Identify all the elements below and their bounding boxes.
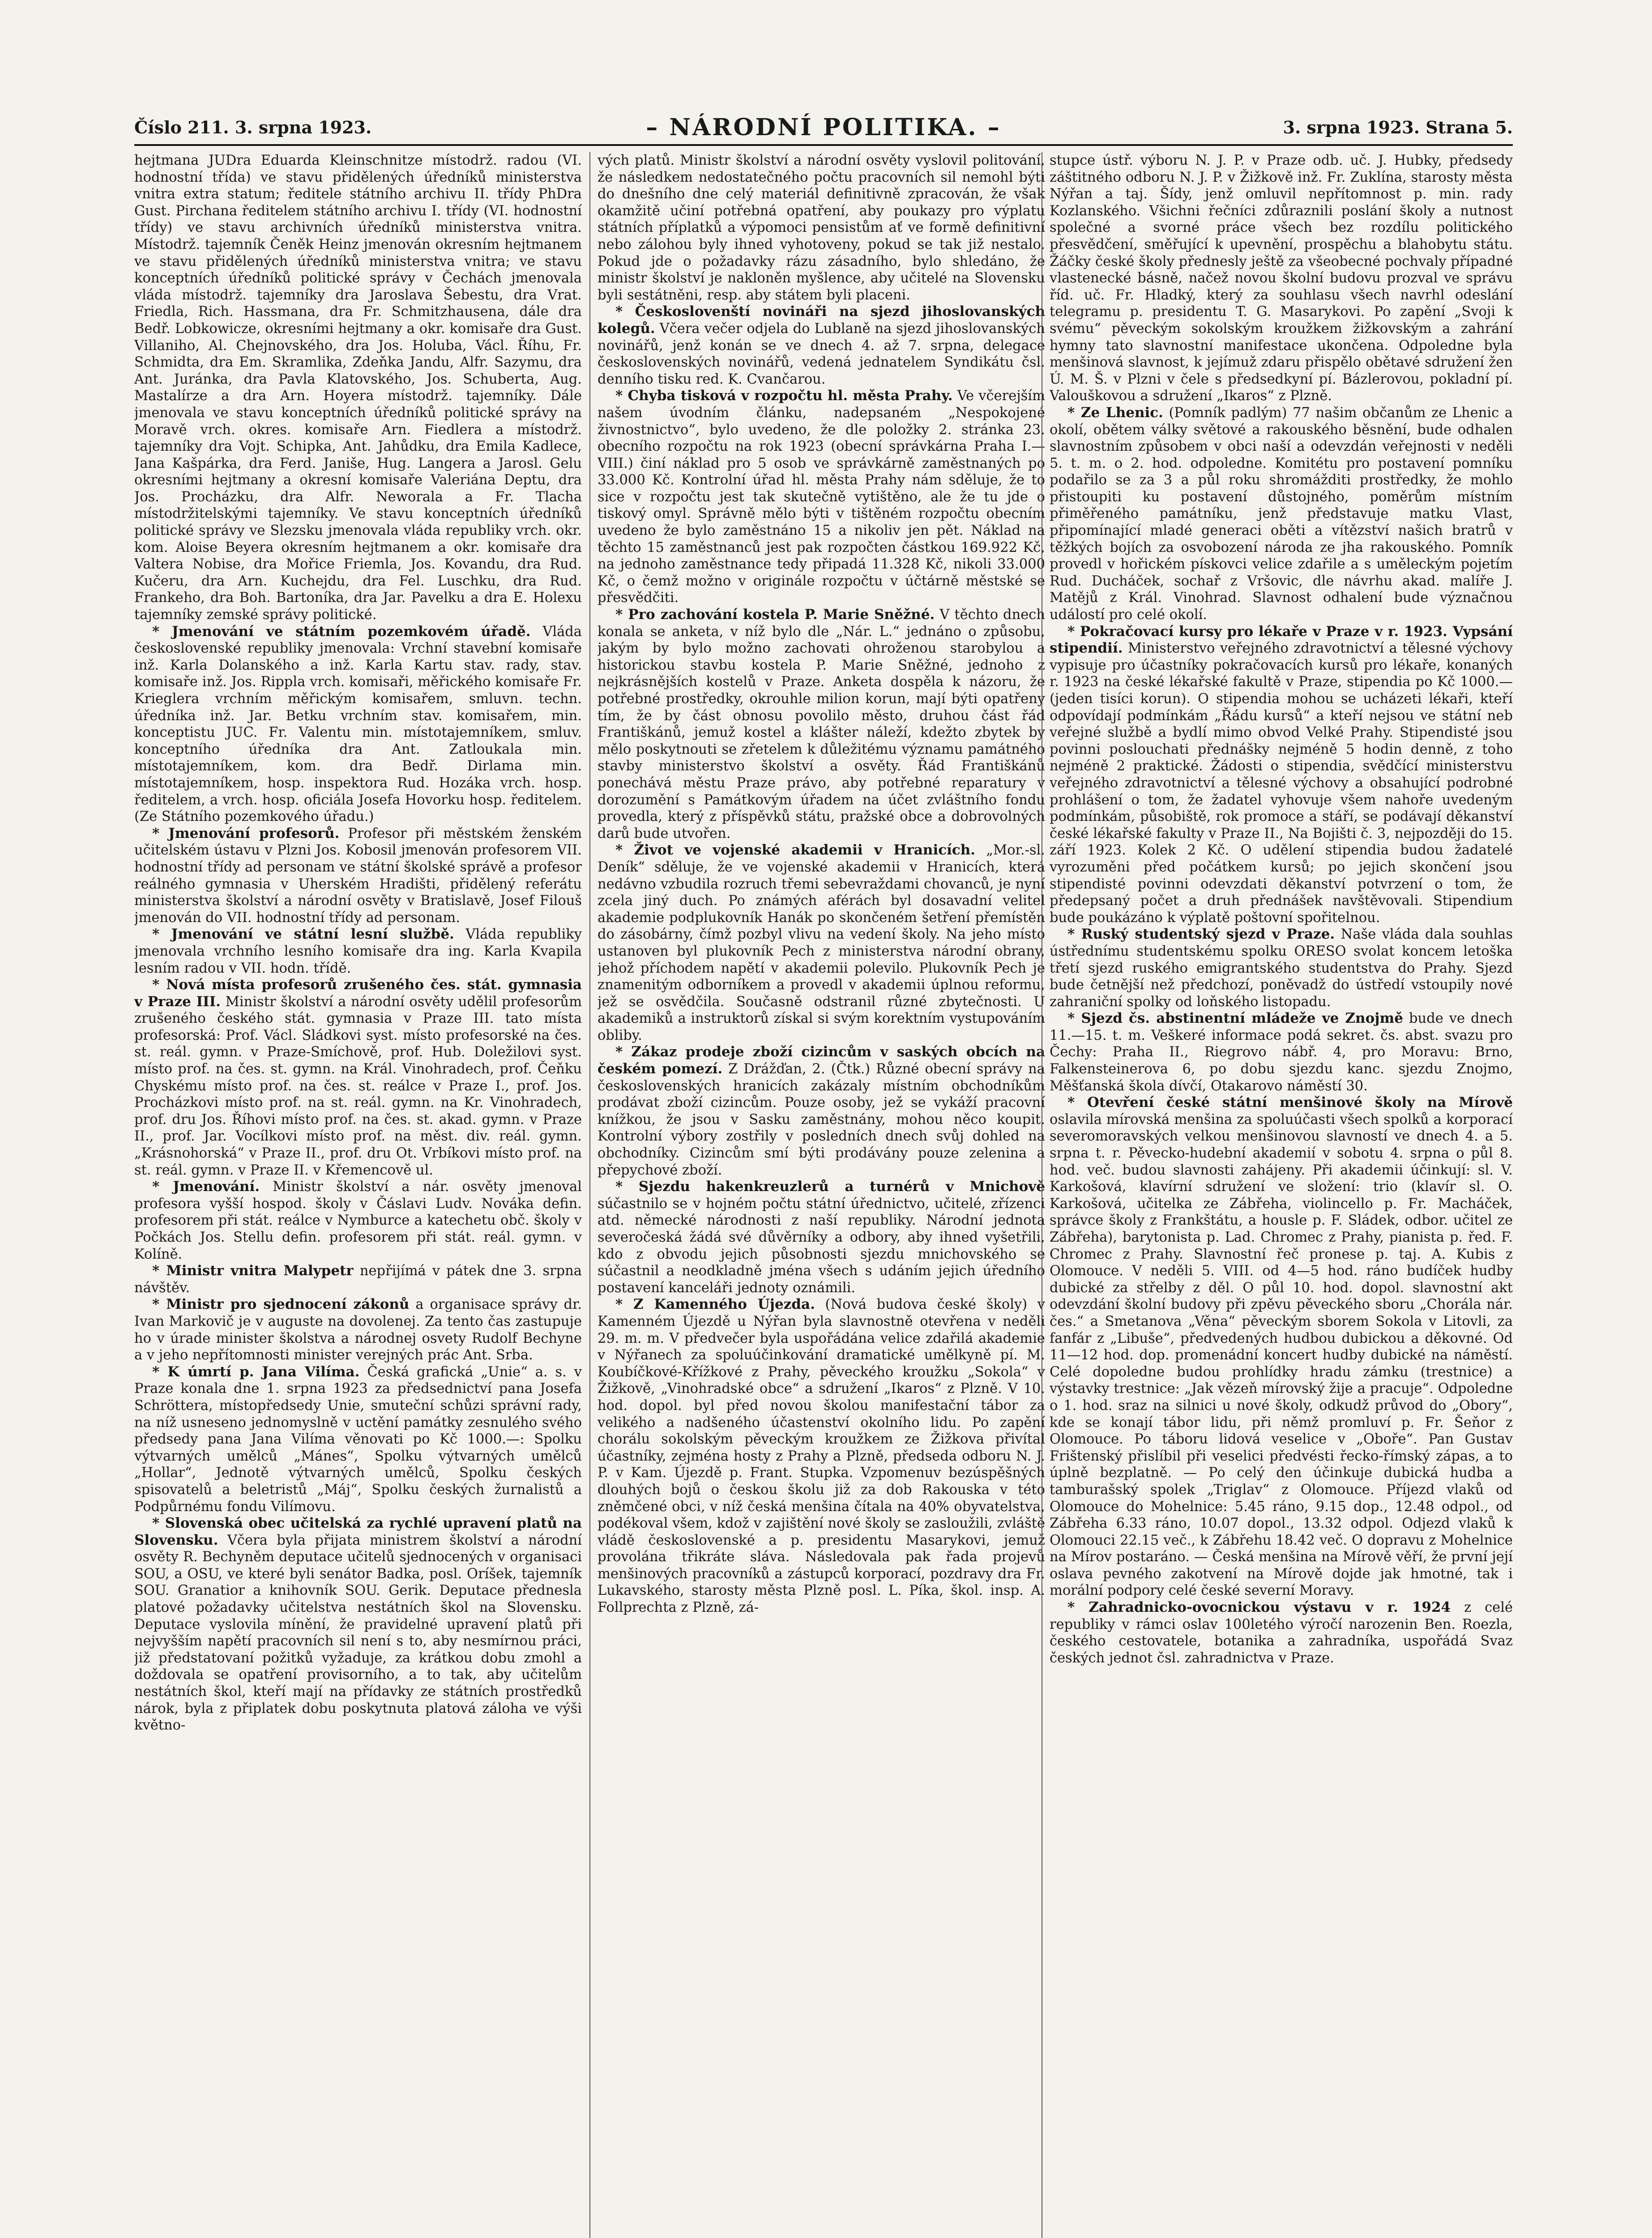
article-headline: * Život ve vojenské akademii v Hranicích.	[615, 842, 976, 858]
article-body: (Nová budova české školy) v Kamenném Újezdě u Nýřan byla slavnostně otevřena v neděli 29. m. m. V předvečer byla uspořádána velice zdařilá akademie v Nýřanech za spoluúčinkování dramatické umělkyně pí. M. Koubíčkové-Křížkové z Prahy, pěveckého kroužku „Sokola“ v Žižkově, „Vinohradské obce“ a sdružení „Ikaros“ z Plzně. V 10. hod. dopol. byl před novou školou manifestační tábor za velikého a nadšeného účastenství okolního lidu. Po zapění chorálu sokolským pěveckým kroužkem ze Žižkova přivítal účastníky, zejména hosty z Prahy a Plzně, předseda odboru N. J. P. v Kam. Újezdě p. Frant. Stupka. Vzpomenuv bezúspěšných dlouhých bojů o českou školu již za dob Rakouska v této zněmčené obci, v níž česká menšina čítala na 40% obyvatelstva, podékoval všem, kdož v zajištění nové školy se zasloužili, zvláště vládě československé a p. presidentu Masarykovi, jemuž provolána třikráte sláva. Následovala pak řada projevů menšinových pracovníků a zástupců korporací, pozdravy dra Fr. Lukavského, starosty města Plzně posl. L. Píka, škol. insp. A. Follprechta z Plzně, zá-	[598, 1297, 1045, 1616]
article-paragraph	[1050, 152, 1513, 405]
column-1	[134, 152, 582, 2238]
article-headline: * Slovenská obec učitelská za rychlé upravení platů na Slovensku.	[134, 1515, 582, 1548]
article-paragraph	[134, 1296, 582, 1363]
article-headline: * Českoslovenští novináři na sjezd jihoslovanských kolegů.	[598, 303, 1045, 337]
article-headline: * Zahradnicko-ovocnickou výstavu v r. 1924	[1067, 1599, 1451, 1616]
article-headline: * Pro zachování kostela P. Marie Sněžné.	[615, 606, 935, 623]
article-body: a organisace správy dr. Ivan Markovič je v auguste na dovolenej. Za tento čas zastupuje ho v úrade minister školstva a národnej osvety Rudolf Bechyne a v jeho nepřítomnosti minister verejných prác Ant. Srba.	[134, 1297, 582, 1363]
issue-number: Číslo 211. 3. srpna 1923.	[134, 117, 372, 137]
article-body: oslavila mírovská menšina za spoluúčasti všech spolků a korporací severomoravských velkou menšinovou slavností ve dnech 4. a 5. srpna t. r. Pěvecko-hudební akademií v sobotu 4. srpna o půl 8. hod. več. budou slavnosti zahájeny. Při akademii účinkují: sl. V. Karkošová, klavírní sdružení ve složení: trio (klavír sl. O. Karkošová, učitelka ze Zábřeha, violincello p. Fr. Macháček, správce školy z Frankštátu, a housle p. F. Sládek, odbor. učitel ze Zábřeha), barytonista p. Lad. Chromec z Prahy, pianista p. řed. F. Chromec z Prahy. Slavnostní řeč pronese p. taj. A. Kubis z Olomouce. V neděli 5. VIII. od 4—5 hod. ráno budíček hudby dubické za střelby z děl. O půl 10. hod. dopol. slavnostní akt odevzdání školní budovy při zpěvu pěveckého sboru „Chorála nár. čes.“ a Smetanova „Věna“ pěveckým sborem Sokola v Litovli, za fanfár z „Libuše“, předvedených hudbou dubickou a děkovné. Od 11—12 hod. dop. promenádní koncert hudby dubické na náměstí. Celé dopoledne budou prohlídky hradu zámku (trestnice) a výstavky trestnice: „Jak vězeň mírovský žije a pracuje“. Odpoledne o 1. hod. sraz na silnici u nové školy, odkudž průvod do „Obory“, kde se konají tábor lidu, při němž promluví p. Fr. Šeňor z Olomouce. Po táboru lidová veselice v „Oboře“. Pan Gustav Frištenský přislíbil při veselici předvésti řecko-římský zápas, a to úplně bezplatně. — Po celý den účinkuje dubická hudba a tamburašský spolek „Triglav“ z Olomouce. Příjezd vlaků od Olomouce do Mohelnice: 5.45 ráno, 9.15 dop., 12.48 odpol., od Zábřeha 6.33 ráno, 10.07 dopol., 13.32 odpol. Odjezd vlaků k Olomouci 22.15 več., k Zábřehu 18.42 več. O dopravu z Mohelnice na Mírov postaráno. — Česká menšina na Mírově věří, že první její oslava pevného zakotvení na Mírově dojde jak hmotné, tak i morální podpory celé české severní Moravy.	[1050, 1111, 1513, 1599]
article-paragraph	[1050, 1094, 1513, 1599]
article-paragraph	[134, 1364, 582, 1515]
article-body: Naše vláda dala souhlas ústřednímu studentskému spolku ORESO svolat koncem letoška třetí sjezd ruského emigrantského studentstva do Prahy. Sjezd bude četnější než předchozí, poněvadž do ústředí vstoupily nové zahraniční spolky od loňského listopadu.	[1050, 927, 1513, 1010]
article-paragraph	[134, 977, 582, 1179]
article-body: Vláda československé republiky jmenovala: Vrchní stavební komisaře inž. Karla Dolanského a inž. Karla Kartu stav. rady, stav. komisaře inž. Jos. Rippla vrch. komisaři, měřického komisaře Fr. Krieglera vrchním měřickým komisařem, smluvn. techn. úředníka inž. Jar. Betku vrchním stav. komisařem, min. konceptistu JUC. Fr. Valentu min. místotajemníkem, smluv. konceptního úředníka dra Ant. Zatloukala min. místotajemníkem, kom. dra Bedř. Dirlama min. místotajemníkem, hosp. inspektora Rud. Hozáka vrch. hosp. ředitelem, a vrch. hosp. oficiála Josefa Hovorku hosp. ředitelem. (Ze Státního pozemkového úřadu.)	[134, 624, 582, 825]
article-paragraph	[598, 303, 1045, 388]
article-body: Vláda republiky jmenovala vrchního lesního komisaře dra ing. Karla Kvapila lesním radou v VII. hodn. třídě.	[134, 927, 582, 976]
article-headline: * Jmenování ve státní lesní službě.	[152, 926, 454, 943]
article-body: Ministr školství a národní osvěty udělil profesorům zrušeného českého stát. gymnasia v Praze III. tato místa profesorská: Prof. Václ. Sládkovi syst. místo profesorské na čes. st. reál. gymn. v Praze-Smíchově, prof. Hub. Doležilovi syst. místo prof. na čes. st. gymn. na Král. Vinohradech, prof. Čeňku Chyskému místo prof. na čes. st. reálce v Praze I., prof. Jos. Procházkovi místo prof. na st. reál. gymn. na Kr. Vinohradech, prof. dru Jos. Říhovi místo prof. na čes. st. akad. gymn. v Praze II., prof. Jar. Vocílkovi místo prof. na měst. div. reál. gymn. „Krásnohorská“ v Praze II., prof. dru Ot. Vrbíkovi místo prof. na st. reál. gymn. v Praze II. v Křemencově ul.	[134, 994, 582, 1178]
article-headline: * K úmrtí p. Jana Vilíma.	[152, 1363, 360, 1380]
article-body: Ministr školství a nár. osvěty jmenoval profesora vyšší hospod. školy v Čáslavi Ludv. Nováka defin. profesorem při stát. reálce v Nymburce a katechetu obč. školy v Počkách Jos. Stellu defin. profesorem při stát. reál. gymn. v Kolíně.	[134, 1179, 582, 1262]
article-body: Ve včerejším našem úvodním článku, nadepsaném „Nespokojené živnostnictvo“, bylo uvedeno, že dle položky 2. stránka 23. obecního rozpočtu na rok 1923 (obecní správkárna Praha I.—VIII.) činí náklad pro 5 osob ve správkárně zaměstnaných po 33.000 Kč. Kontrolní úřad hl. města Prahy nám sděluje, že to sice v rozpočtu jest tak skutečně vytištěno, ale že tu jde o tiskový omyl. Správně mělo býti v tištěném rozpočtu obecním uvedeno že bylo zaměstnáno 15 a nikoliv jen pět. Náklad na těchto 15 zaměstnanců jest pak rozpočten částkou 169.922 Kč, na jednoho zaměstnance tedy připadá 11.328 Kč, nikoli 33.000 Kč, o čemž možno v originále rozpočtu v účtárně městské se přesvědčiti.	[598, 388, 1045, 606]
article-body: (Pomník padlým) 77 našim občanům ze Lhenic a okolí, obětem války světové a rakouského běsnění, bude odhalen slavnostním způsobem v obci naší a odevzdán veřejnosti v neděli 5. t. m. o 2. hod. odpoledne. Komitétu pro postavení pomníku podařilo se za 3 a půl roku shromážditi prostředky, že mohlo přistoupiti ku postavení důstojného, poměrům místním přiměřeného památníku, jenž představuje matku Vlast, připomínající mladé generaci oběti a vítězství našich bratrů v těžkých bojích za osvobození národa ze jha rakouského. Pomník provedl v hořickém pískovci velice zdařile a s uměleckým pojetím Rud. Ducháček, sochař z Vršovic, dle návrhu akad. malíře J. Matějů z Král. Vinohrad. Slavnost odhalení bude význačnou událostí pro celé okolí.	[1050, 405, 1513, 623]
article-paragraph	[1050, 926, 1513, 1010]
article-paragraph	[598, 1296, 1045, 1616]
article-paragraph	[134, 825, 582, 927]
article-paragraph	[1050, 405, 1513, 624]
article-paragraph	[134, 1179, 582, 1263]
article-body: z celé republiky v rámci oslav 100letého výročí narozenin Ben. Roezla, českého cestovatele, botanika a zahradníka, uspořádá Svaz českých jednot čsl. zahradnictva v Praze.	[1050, 1600, 1513, 1666]
article-headline: * Ministr pro sjednocení zákonů	[152, 1296, 410, 1313]
column-3	[1050, 152, 1513, 2238]
article-paragraph	[1050, 1599, 1513, 1666]
article-body: Z Drážďan, 2. (Čtk.) Různé obecní správy na československých hranicích zakázaly místním obchodníkům prodávat zboží cizincům. Pouze osoby, jež se vykáží pracovní knížkou, že jsou v Sasku zaměstnány, mohou něco koupit. Kontrolní výbory zostřily v posledních dnech svůj dohled na obchodníky. Cizincům smí býti prodávány pouze zelenina a přepychové zboží.	[598, 1061, 1045, 1178]
article-headline: * Ze Lhenic.	[1067, 404, 1163, 421]
article-paragraph	[134, 1515, 582, 1734]
article-paragraph	[1050, 1010, 1513, 1094]
article-headline: * Ministr vnitra Malypetr	[152, 1263, 354, 1279]
article-body: vých platů. Ministr školství a národní osvěty vyslovil politování, že následkem nedostatečného počtu pracovních sil nemohl býti do dnešního dne celý materiál definitivně zpracován, že však okamžitě učiní potřebná opatření, aby poukazy pro výplatu státních příplatků a výpomoci pensistům ať ve formě definitivní nebo zálohou byly ihned vyhotoveny, pokud se tak již nestalo. Pokud jde o požadavky rázu zásadního, bylo shledáno, že ministr školství je nakloněn myšlence, aby učitelé na Slovensku byli sestátněni, resp. aby státem byli placeni.	[598, 153, 1045, 303]
article-headline: * Sjezd čs. abstinentní mládeže ve Znojmě	[1067, 1010, 1404, 1027]
article-headline: * Nová místa profesorů zrušeného čes. stát. gymnasia v Praze III.	[134, 977, 582, 1010]
article-body: hejtmana JUDra Eduarda Kleinschnitze místodrž. radou (VI. hodnostní třída) ve stavu přidělených úředníků ministerstva vnitra extra statum; ředitele státního archivu II. třídy PhDra Gust. Pirchana ředitelem státního archivu I. třídy (VI. hodnostní třídy) ve stavu archivních úředníků ministerstva vnitra. Místodrž. tajemník Čeněk Heinz jmenován okresním hejtmanem ve stavu přidělených úředníků ministerstva vnitra; ve stavu konceptních úředníků politické správy v Čechách jmenovala vláda místodrž. tajemníky dra Jaroslava Šebestu, dra Vrat. Friedla, Rich. Hassmana, dra Fr. Schmitzhausena, dále dra Bedř. Lobkowicze, okresními hejtmany a okr. komisaře dra Gust. Villaniho, Al. Chejnovského, dra Jos. Holuba, Václ. Říhu, Fr. Schmidta, dra Em. Skramlika, Zdeňka Jandu, Alfr. Sazymu, dra Ant. Juránka, dra Pavla Klatovského, Jos. Schuberta, Aug. Mastalírze a dra Arn. Hoyera místodrž. tajemníky. Dále jmenovala ve stavu konceptních úředníků politické správy na Moravě vrch. okres. komisaře Arn. Fiedlera a místodrž. tajemníky dra Vojt. Schipka, Ant. Jahůdku, dra Emila Kadlece, Jana Kašpárka, dra Ferd. Janiše, Hug. Langera a Jarosl. Gelu okresními hejtmany a okresní komisaře Valeriána Deptu, dra Jos. Procházku, dra Alfr. Neworala a Fr. Tlacha místodržitelskými tajemníky. Ve stavu konceptních úředníků politické správy ve Slezsku jmenovala vláda republiky vrch. okr. kom. Aloise Beyera okresním hejtmanem a okr. komisaře dra Valtera Nobise, dra Mořice Friemla, Jos. Kovandu, dra Rud. Kučeru, dra Arn. Kuchejdu, dra Fel. Luschku, dra Rud. Frankeho, dra Boh. Bartoníka, dra Jar. Pavelku a dra E. Holexu tajemníky zemské správy politické.	[134, 153, 582, 623]
article-body: súčastnilo se v hojném počtu státní úřednictvo, učitelé, zřízenci atd. německé národnosti z naší republiky. Národní jednota severočeská žádá své důvěrníky a odbory, aby ihned vyšetřili, kdo z obvodu jejich působnosti sjezdu mnichovského se súčastnil a neodkladně jména všech s udáním jejich úředního postavení kanceláři jednoty oznámili.	[598, 1196, 1045, 1296]
article-paragraph	[598, 388, 1045, 606]
header-rule	[134, 144, 1513, 146]
article-paragraph	[598, 1179, 1045, 1296]
newspaper-title: – NÁRODNÍ POLITIKA. –	[646, 114, 1001, 141]
article-paragraph	[134, 624, 582, 825]
article-paragraph	[134, 926, 582, 977]
article-paragraph	[598, 606, 1045, 842]
article-body: V těchto dnech konala se anketa, v níž bylo dle „Nár. L.“ jednáno o způsobu, jakým by bylo možno zachovati ohroženou starobylou a historickou stavbu kostela P. Marie Sněžné, jednoho z nejkrásnějších kostelů v Praze. Anketa dospěla k názoru, že potřebné prostředky, okrouhle milion korun, mají býti opatřeny tím, že by část obnosu povolilo město, druhou část řád Františkánů, jemuž kostel a klášter náleží, kdežto zbytek by mělo poskytnouti se zřetelem k důležitému významu památného stavby ministerstvo školství a osvěty. Řád Františkánů ponechává městu Praze právo, aby potřebné reparatury v dorozumění s Památkovým úřadem na účet zvláštního fondu provedla, který z příspěvků státu, pražské obce a dobrovolných darů bude utvořen.	[598, 607, 1045, 841]
article-headline: * Jmenování.	[152, 1179, 260, 1195]
article-body: nepřijímá v pátek dne 3. srpna návštěv.	[134, 1263, 582, 1296]
article-headline: * Sjezdu hakenkreuzlerů a turnérů v Mnichově	[615, 1179, 1045, 1195]
article-body: Profesor při městském ženském učitelském ústavu v Plzni Jos. Kobosil jmenován profesorem VII. hodnostní třídy ad personam ve státní školské správě a profesor reálného gymnasia v Uherském Hradišti, přidělený referátu ministerstva školství a národní osvěty v Bratislavě, Josef Filouš jmenován do VII. hodnostní třídy ad personam.	[134, 825, 582, 926]
article-paragraph	[1050, 624, 1513, 927]
article-headline: * Zákaz prodeje zboží cizincům v saských obcích na českém pomezí.	[598, 1044, 1045, 1077]
article-headline: * Ruský studentský sjezd v Praze.	[1067, 926, 1335, 943]
article-body: Ministerstvo veřejného zdravotnictví a tělesné výchovy vypisuje pro účastníky pokračovacích kursů pro lékaře, konaných r. 1923 na české lékařské fakultě v Praze, stipendia po Kč 1000.— (jeden tisíci korun). O stipendia mohou se ucházeti lékaři, kteří odpovídají podmínkám „Řádu kursů“ a kteří nejsou ve státní neb veřejné službě a bydlí mimo obvod Velké Prahy. Stipendisté jsou povinni poslouchati přednášky nejméně 5 hodin denně, z toho nejméně 2 praktické. Žádosti o stipendia, svědčící ministerstvu veřejného zdravotnictví a tělesné výchovy a obsahující podrobné prohlášení o tom, že žadatel vyhovuje všem nahoře uvedeným podmínkám, působiště, rok promoce a stáří, se podávají děkanství české lékařské fakulty v Praze II., Na Bojišti č. 3, nejpozději do 15. září 1923. Kolek 2 Kč. O udělení stipendia budou žadatelé vyrozuměni před počátkem kursů; po jejich skončení jsou stipendisté povinni odevzdati děkanství potvrzení o tom, že předepsaný počet a druh přednášek navštěvovali. Stipendium bude poukázáno k výplatě poštovní spořitelnou.	[1050, 641, 1513, 926]
article-headline: * Jmenování ve státním pozemkovém úřadě.	[152, 623, 531, 640]
column-2	[598, 152, 1045, 2238]
article-headline: * Jmenování profesorů.	[152, 825, 340, 841]
article-headline: * Otevření české státní menšinové školy na Mírově	[1067, 1094, 1513, 1111]
article-paragraph	[134, 152, 582, 624]
article-headline: * Chyba tisková v rozpočtu hl. města Prahy.	[615, 388, 953, 404]
article-paragraph	[598, 1044, 1045, 1179]
article-body: bude ve dnech 11.—15. t. m. Veškeré informace podá sekret. čs. abst. svazu pro Čechy: Praha II., Riegrovo nábř. 4, pro Moravu: Brno, Falkensteinerova 6, po dobu sjezdu kanc. sjezdu Znojmo, Měšťanská škola dívčí, Otakarovo náměstí 30.	[1050, 1011, 1513, 1094]
article-body: Včera večer odjela do Lublaně na sjezd jihoslovanských novinářů, jenž konán se ve dnech 4. až 7. srpna, delegace československých novinářů, vedená jednatelem Syndikátu čsl. denního tisku red. K. Cvančarou.	[598, 320, 1045, 387]
article-body: Česká grafická „Unie“ a. s. v Praze konala dne 1. srpna 1923 za předsednictví pana Josefa Schröttera, místopředsedy Unie, smuteční schůzi správní rady, na níž usneseno jednomyslně v uctění památky zesnulého svého předsedy pana Jana Vilíma věnovati po Kč 1000.—: Spolku výtvarných umělců „Mánes“, Spolku výtvarných umělců „Hollar“, Jednotě výtvarných umělců, Spolku českých spisovatelů a beletristů „Máj“, Spolku českých žurnalistů a Podpůrnému fondu Vilímovu.	[134, 1364, 582, 1515]
date-and-page: 3. srpna 1923. Strana 5.	[1283, 117, 1513, 137]
article-headline: * Pokračovací kursy pro lékaře v Praze v r. 1923. Vypsání stipendií.	[1050, 623, 1513, 657]
article-headline: * Z Kamenného Újezda.	[615, 1296, 815, 1313]
article-body: „Mor.-sl. Deník“ sděluje, že ve vojenské akademii v Hranicích, která nedávno vzbudila rozruch třemi sebevraždami chovanců, je nyní zcela jiný duch. Po známých aférách byl dosavadní velitel akademie podplukovník Hanák po skončeném šetření přemístěn do zásobárny, čímž pozbyl vlivu na vedení školy. Na jeho místo ustanoven byl plukovník Pech z ministerstva národní obrany, jehož příchodem napětí v akademii polevilo. Plukovník Pech je znamenitým odborníkem a provedl v akademii úplnou reformu, jež se osvědčila. Současně odstranil různé zbytečnosti. U akademiků a instruktorů získal si svým korektním vystupováním obliby.	[598, 842, 1045, 1043]
article-body: Včera byla přijata ministrem školství a národní osvěty R. Bechyněm deputace učitelů sjednocených v organisaci SOU, a OSU, ve které byli senátor Badka, posl. Oríšek, tajemník SOU. Granatior a knihovník SOU. Gerik. Deputace přednesla platové požadavky učitelstva nestátních škol na Slovensku. Deputace vyslovila mínění, že pravidelné upravení platů při nejvyšším napětí pracovních sil není s to, aby nesmírnou práci, již předstatovaní požitků vyžaduje, za krátkou dobu zmohl a doždovala se opatření provisorního, a to tak, aby učitelům nestátních škol, kteří mají na přídavky ze státních prostředků nárok, byla z připlatek dobu poskytnuta platová záloha ve výši květno-	[134, 1532, 582, 1734]
article-paragraph	[598, 152, 1045, 303]
article-paragraph	[598, 842, 1045, 1044]
column-divider	[589, 152, 590, 2238]
article-body: stupce ústř. výboru N. J. P. v Praze odb. uč. J. Hubky, předsedy záštitného odboru N. J. P. v Žižkově inž. Fr. Zuklína, starosty města Nýřan a taj. Šídy, jenž omluvil nepřítomnost p. min. rady Kozlanského. Všichni řečníci zdůraznili poslání školy a nutnost společné a svorné práce všech bez rozdílu politického přesvědčení, směřující k upevnění, prospěchu a blahobytu státu. Žáčky české školy přednesly ještě za všeobecné pochvaly případné vlastenecké básně, načež novou školní budovu prozval ve správu říd. uč. Fr. Hladký, který za souhlasu všech navrhl odeslání telegramu p. presidentu T. G. Masarykovi. Po zapění „Svoji k svému“ pěveckým sokolským kroužkem žižkovským a zahrání hymny tato slavnostní manifestace ukončena. Odpoledne byla menšinová slavnost, k jejímuž zdaru přispělo obětavé sdružení žen Ú. M. Š. v Plzni v čele s předsedkyní pí. Bázlerovou, pokladní pí. Valouškovou a sdružení „Ikaros“ z Plzně.	[1050, 153, 1513, 404]
article-paragraph	[134, 1263, 582, 1296]
